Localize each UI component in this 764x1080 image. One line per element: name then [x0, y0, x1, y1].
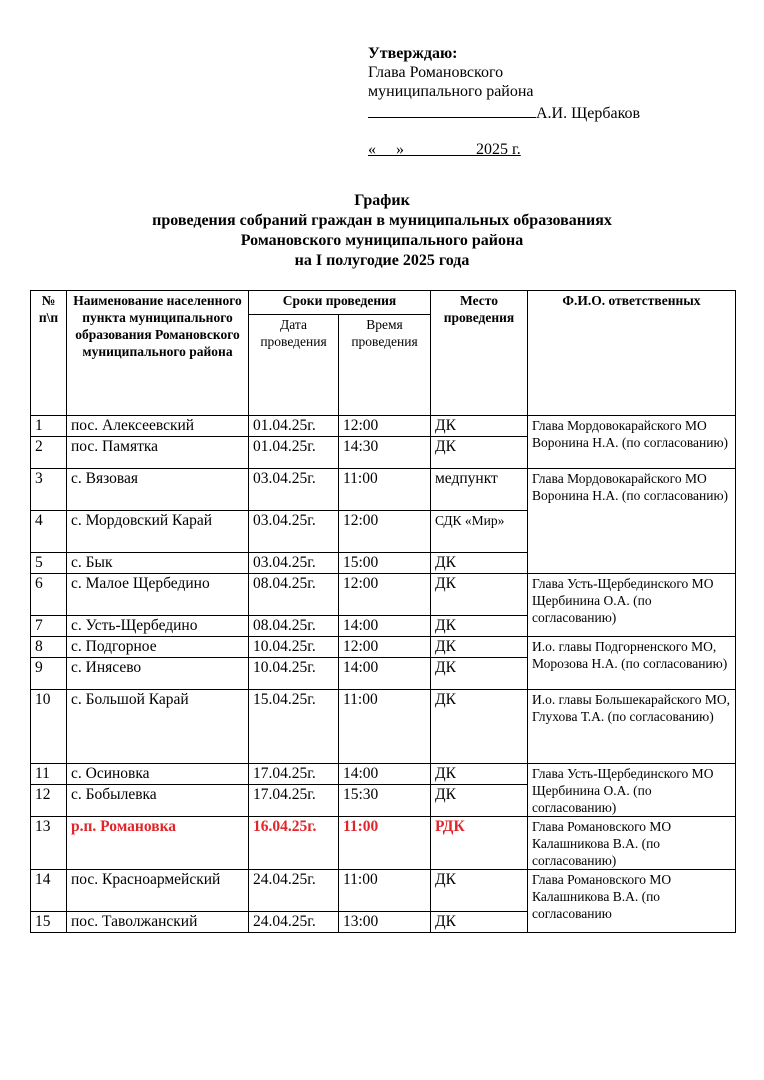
- row-date: 03.04.25г.: [249, 469, 339, 511]
- row-responsible: Глава Мордовокарайского МО Воронина Н.А. (по согласованию): [528, 416, 736, 469]
- table-row-highlighted: [31, 817, 736, 870]
- row-date: 15.04.25г.: [249, 690, 339, 764]
- row-responsible: И.о. главы Большекарайского МО, Глухова Т.А. (по согласованию): [528, 690, 736, 764]
- row-place: ДК: [431, 616, 528, 637]
- row-time: 12:00: [339, 416, 431, 437]
- row-settlement: пос. Алексеевский: [67, 416, 249, 437]
- header-name: Наименование населенного пункта муниципального образования Романовского муниципального района: [67, 291, 249, 416]
- row-time: 14:00: [339, 764, 431, 785]
- table-row: [31, 469, 736, 511]
- row-date: 10.04.25г.: [249, 658, 339, 690]
- row-time: 14:00: [339, 616, 431, 637]
- row-place: ДК: [431, 785, 528, 817]
- row-time: 11:00: [339, 870, 431, 912]
- row-time: 11:00: [339, 469, 431, 511]
- row-place: ДК: [431, 912, 528, 933]
- row-date: 08.04.25г.: [249, 616, 339, 637]
- table-row: [31, 764, 736, 785]
- row-number: 6: [31, 574, 67, 616]
- row-number: 4: [31, 511, 67, 553]
- row-number: 1: [31, 416, 67, 437]
- row-number: 15: [31, 912, 67, 933]
- header-time: Время проведения: [339, 315, 431, 416]
- title-line4: на I полугодие 2025 года: [294, 252, 470, 269]
- row-settlement: пос. Красноармейский: [67, 870, 249, 912]
- row-settlement: р.п. Романовка: [67, 817, 249, 870]
- row-settlement: с. Вязовая: [67, 469, 249, 511]
- table-row: [31, 416, 736, 437]
- header-num: № п\п: [31, 291, 67, 416]
- row-settlement: с. Малое Щербедино: [67, 574, 249, 616]
- row-place: ДК: [431, 764, 528, 785]
- row-date: 01.04.25г.: [249, 416, 339, 437]
- row-responsible: Глава Мордовокарайского МО Воронина Н.А. (по согласованию): [528, 469, 736, 574]
- row-date: 17.04.25г.: [249, 785, 339, 817]
- row-place: ДК: [431, 437, 528, 469]
- row-number: 5: [31, 553, 67, 574]
- approval-position-line1: Глава Романовского: [368, 64, 504, 81]
- title-line3: Романовского муниципального района: [240, 232, 524, 249]
- row-number: 10: [31, 690, 67, 764]
- approval-date-line: « » 2025 г.: [368, 141, 521, 158]
- row-responsible: Глава Усть-Щербединского МО Щербинина О.А. (по согласованию): [528, 574, 736, 637]
- approval-signer: А.И. Щербаков: [536, 105, 641, 122]
- approval-block: [368, 44, 728, 159]
- row-place: РДК: [431, 817, 528, 870]
- row-time: 14:30: [339, 437, 431, 469]
- row-time: 15:30: [339, 785, 431, 817]
- row-time: 11:00: [339, 817, 431, 870]
- row-time: 12:00: [339, 574, 431, 616]
- row-settlement: с. Бык: [67, 553, 249, 574]
- row-place: ДК: [431, 553, 528, 574]
- row-number: 7: [31, 616, 67, 637]
- row-date: 03.04.25г.: [249, 553, 339, 574]
- row-time: 12:00: [339, 511, 431, 553]
- row-number: 2: [31, 437, 67, 469]
- row-number: 11: [31, 764, 67, 785]
- row-responsible: Глава Романовского МО Калашникова В.А. (по согласованию: [528, 870, 736, 933]
- approval-position-line2: муниципального района: [368, 83, 534, 100]
- row-settlement: с. Осиновка: [67, 764, 249, 785]
- row-responsible: Глава Усть-Щербединского МО Щербинина О.А. (по согласованию): [528, 764, 736, 817]
- row-responsible: Глава Романовского МО Калашникова В.А. (по согласованию): [528, 817, 736, 870]
- row-settlement: пос. Памятка: [67, 437, 249, 469]
- row-settlement: с. Мордовский Карай: [67, 511, 249, 553]
- table-row: [31, 637, 736, 658]
- row-date: 01.04.25г.: [249, 437, 339, 469]
- row-date: 03.04.25г.: [249, 511, 339, 553]
- row-place: ДК: [431, 870, 528, 912]
- row-date: 16.04.25г.: [249, 817, 339, 870]
- row-place: ДК: [431, 690, 528, 764]
- row-date: 10.04.25г.: [249, 637, 339, 658]
- row-settlement: с. Усть-Щербедино: [67, 616, 249, 637]
- row-date: 17.04.25г.: [249, 764, 339, 785]
- row-place: СДК «Мир»: [431, 511, 528, 553]
- row-settlement: с. Бобылевка: [67, 785, 249, 817]
- row-settlement: пос. Таволжанский: [67, 912, 249, 933]
- row-time: 14:00: [339, 658, 431, 690]
- row-time: 13:00: [339, 912, 431, 933]
- row-date: 24.04.25г.: [249, 870, 339, 912]
- row-time: 12:00: [339, 637, 431, 658]
- title-line2: проведения собраний граждан в муниципальных образованиях: [152, 212, 612, 229]
- row-place: ДК: [431, 574, 528, 616]
- row-place: медпункт: [431, 469, 528, 511]
- row-date: 24.04.25г.: [249, 912, 339, 933]
- row-number: 14: [31, 870, 67, 912]
- signature-line: [368, 102, 728, 123]
- document-title: [0, 191, 764, 271]
- schedule-table: [30, 290, 736, 933]
- row-settlement: с. Инясево: [67, 658, 249, 690]
- table-row: [31, 870, 736, 912]
- header-terms: Сроки проведения: [249, 291, 431, 315]
- table-row: [31, 574, 736, 616]
- header-date: Дата проведения: [249, 315, 339, 416]
- approval-header: Утверждаю:: [368, 45, 458, 62]
- row-settlement: с. Подгорное: [67, 637, 249, 658]
- row-date: 08.04.25г.: [249, 574, 339, 616]
- row-settlement: с. Большой Карай: [67, 690, 249, 764]
- row-place: ДК: [431, 637, 528, 658]
- row-place: ДК: [431, 416, 528, 437]
- row-number: 3: [31, 469, 67, 511]
- row-number: 13: [31, 817, 67, 870]
- row-responsible: И.о. главы Подгорненского МО, Морозова Н.А. (по согласованию): [528, 637, 736, 690]
- row-number: 9: [31, 658, 67, 690]
- row-time: 15:00: [339, 553, 431, 574]
- row-number: 12: [31, 785, 67, 817]
- row-place: ДК: [431, 658, 528, 690]
- header-place: Место проведения: [431, 291, 528, 416]
- title-line1: График: [354, 192, 410, 209]
- row-number: 8: [31, 637, 67, 658]
- row-time: 11:00: [339, 690, 431, 764]
- signature-blank: [368, 102, 536, 118]
- table-row: [31, 690, 736, 764]
- header-responsible: Ф.И.О. ответственных: [528, 291, 736, 416]
